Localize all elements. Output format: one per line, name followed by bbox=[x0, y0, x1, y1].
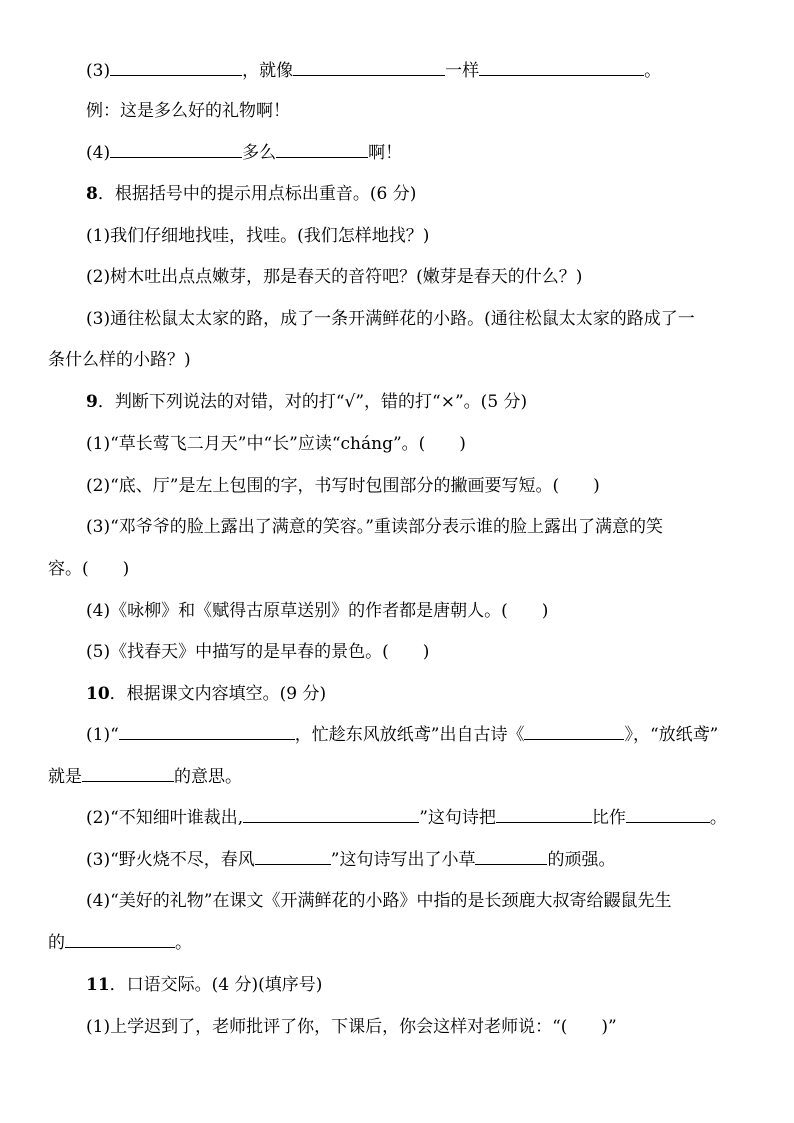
q10-item-4-cont bbox=[0, 928, 794, 958]
text-segment: 。 bbox=[175, 933, 192, 953]
question-text: ．口语交际。(4 分)(填序号) bbox=[109, 975, 323, 995]
q8-item-2 bbox=[0, 262, 794, 292]
answer-blank[interactable] bbox=[524, 721, 624, 740]
item-text: (3)“邓爷爷的脸上露出了满意的笑容。”重读部分表示谁的脸上露出了满意的笑 bbox=[86, 517, 663, 537]
item-text: (5)《找春天》中描写的是早春的景色。( ) bbox=[86, 642, 430, 662]
example-text: 例：这是多么好的礼物啊！ bbox=[86, 101, 290, 121]
question-8-heading bbox=[0, 179, 794, 209]
question-number: 9 bbox=[86, 392, 98, 412]
question-10-heading bbox=[0, 679, 794, 709]
q11-item-1 bbox=[0, 1012, 794, 1042]
item-text: (4)《咏柳》和《赋得古原草送别》的作者都是唐朝人。( ) bbox=[86, 601, 549, 621]
item-text: (2)树木吐出点点嫩芽，那是春天的音符吧？(嫩芽是春天的什么？) bbox=[86, 267, 583, 287]
q10-item-2 bbox=[0, 803, 794, 833]
item-number: (3) bbox=[86, 61, 111, 81]
answer-blank[interactable] bbox=[626, 804, 710, 823]
item-text: 容。( ) bbox=[48, 559, 130, 579]
q9-item-4 bbox=[0, 596, 794, 626]
text-segment: ，就像 bbox=[242, 61, 294, 81]
text-segment: 。 bbox=[709, 808, 727, 828]
item-text: 条什么样的小路？) bbox=[48, 350, 191, 370]
answer-blank[interactable] bbox=[479, 57, 644, 76]
text-segment: 比作 bbox=[591, 808, 626, 828]
answer-blank[interactable] bbox=[475, 846, 547, 865]
text-segment: 啊！ bbox=[368, 143, 403, 163]
q9-item-3 bbox=[0, 512, 794, 542]
question-number: 10 bbox=[86, 684, 110, 704]
q10-item-4 bbox=[0, 886, 794, 916]
answer-blank[interactable] bbox=[276, 139, 368, 158]
answer-blank[interactable] bbox=[119, 721, 295, 740]
text-segment: (1)“ bbox=[86, 725, 119, 745]
answer-blank[interactable] bbox=[65, 929, 175, 948]
q10-item-1 bbox=[0, 720, 794, 750]
q10-item-1-cont bbox=[0, 762, 794, 792]
answer-blank[interactable] bbox=[243, 804, 419, 823]
answer-blank[interactable] bbox=[255, 846, 331, 865]
item-text: (3)通往松鼠太太家的路，成了一条开满鲜花的小路。(通往松鼠太太家的路成了一 bbox=[86, 309, 695, 329]
question-text: ．根据括号中的提示用点标出重音。(6 分) bbox=[97, 184, 417, 204]
q8-item-3-cont bbox=[0, 345, 794, 375]
question-number: 8 bbox=[86, 184, 98, 204]
q8-item-3 bbox=[0, 304, 794, 334]
question-text: ．判断下列说法的对错，对的打“√”，错的打“×”。(5 分) bbox=[97, 392, 528, 412]
q10-item-3 bbox=[0, 845, 794, 875]
item-text: (1)上学迟到了，老师批评了你，下课后，你会这样对老师说：“( )” bbox=[86, 1017, 617, 1037]
text-segment: 》，“放纸鸢” bbox=[624, 725, 719, 745]
text-segment: 的意思。 bbox=[174, 767, 242, 787]
q8-item-1 bbox=[0, 221, 794, 251]
answer-blank[interactable] bbox=[110, 139, 242, 158]
answer-blank[interactable] bbox=[110, 57, 242, 76]
question-9-heading bbox=[0, 387, 794, 417]
text-segment: (2)“不知细叶谁裁出, bbox=[86, 808, 244, 828]
text-segment: 。 bbox=[644, 61, 662, 81]
answer-blank[interactable] bbox=[293, 57, 445, 76]
text-segment: 多么 bbox=[242, 143, 277, 163]
text-segment: ”这句诗写出了小草 bbox=[330, 850, 476, 870]
q9-item-3-cont bbox=[0, 554, 794, 584]
text-segment: (3)“野火烧不尽，春风 bbox=[86, 850, 255, 870]
example-line bbox=[0, 96, 794, 126]
text-segment: 的顽强。 bbox=[547, 850, 616, 870]
exercise-line-4 bbox=[0, 138, 794, 168]
answer-blank[interactable] bbox=[82, 763, 174, 782]
item-number: (4) bbox=[86, 143, 111, 163]
question-11-heading bbox=[0, 970, 794, 1000]
question-text: ．根据课文内容填空。(9 分) bbox=[109, 684, 327, 704]
text-segment: 的 bbox=[48, 933, 65, 953]
item-text: (4)“美好的礼物”在课文《开满鲜花的小路》中指的是长颈鹿大叔寄给鼹鼠先生 bbox=[86, 891, 672, 911]
answer-blank[interactable] bbox=[496, 804, 592, 823]
item-text: (2)“底、厅”是左上包围的字，书写时包围部分的撇画要写短。( ) bbox=[86, 476, 600, 496]
q9-item-1 bbox=[0, 429, 794, 459]
exercise-line-3 bbox=[0, 56, 794, 86]
text-segment: ，忙趁东风放纸鸢”出自古诗《 bbox=[294, 725, 525, 745]
q9-item-5 bbox=[0, 637, 794, 667]
q9-item-2 bbox=[0, 471, 794, 501]
question-number: 11 bbox=[86, 975, 110, 995]
item-text: (1)“草长莺飞二月天”中“长”应读“cháng”。( ) bbox=[86, 434, 466, 454]
text-segment: 一样 bbox=[445, 61, 480, 81]
item-text: (1)我们仔细地找哇，找哇。(我们怎样地找？) bbox=[86, 226, 430, 246]
text-segment: 就是 bbox=[48, 767, 82, 787]
text-segment: ”这句诗把 bbox=[419, 808, 496, 828]
